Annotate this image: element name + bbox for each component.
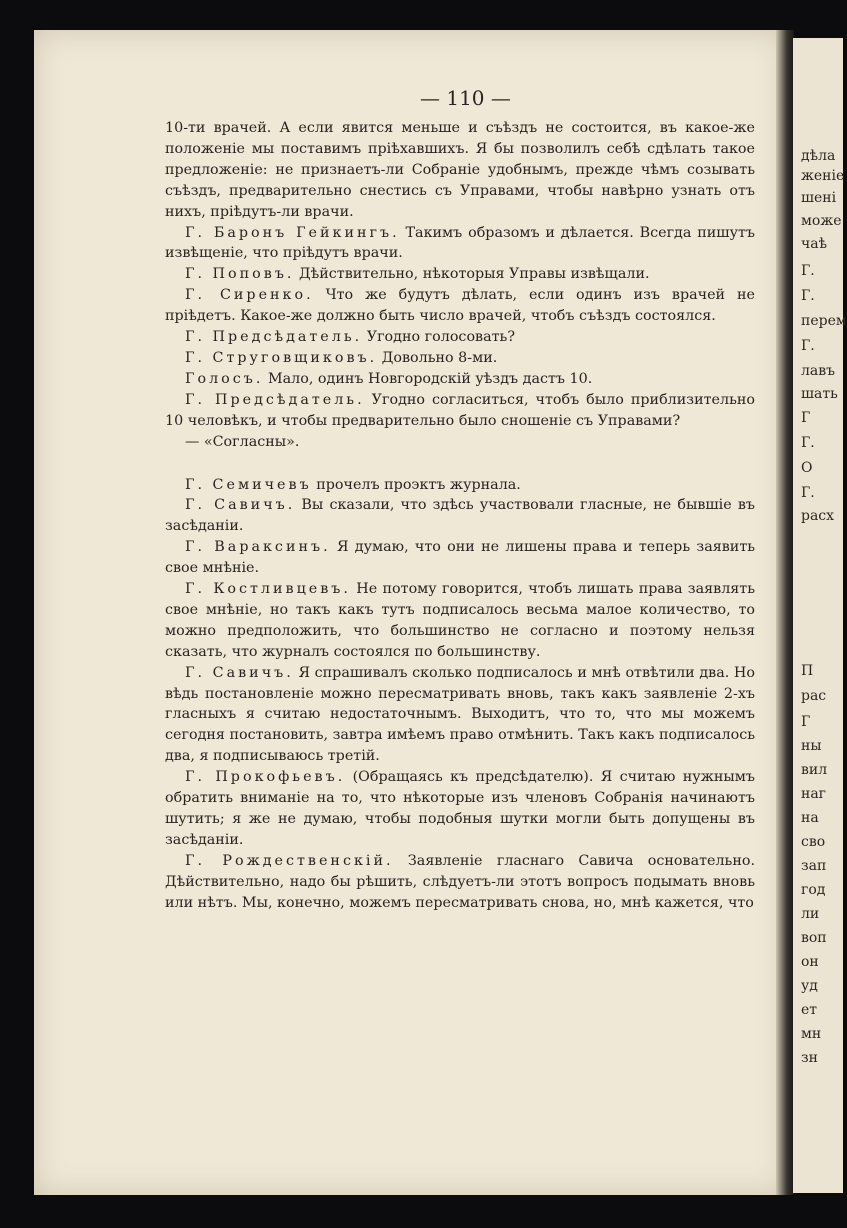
facing-text: перем (801, 313, 847, 329)
facing-text: на (801, 810, 819, 826)
paragraph (165, 579, 755, 663)
speaker-name: Г. Поповъ. (185, 266, 295, 283)
facing-text: год (801, 882, 826, 898)
facing-text: П (801, 663, 814, 679)
paragraph (165, 285, 755, 327)
paragraph-text: Мало, одинъ Новгородскій уѣздъ дастъ 10. (267, 370, 593, 387)
paragraph-text: Дѣйствительно, нѣкоторыя Управы извѣщали. (299, 266, 650, 283)
facing-text: Г. (801, 435, 815, 451)
facing-text: рас (801, 688, 827, 704)
paragraph-text: Угодно голосовать? (366, 329, 515, 346)
speaker-name: Г. Костливцевъ. (185, 581, 351, 598)
facing-text: сво (801, 834, 826, 850)
paragraph (165, 663, 755, 768)
facing-text: уд (801, 978, 818, 994)
page-number: — 110 — (420, 86, 511, 110)
paragraph (165, 264, 755, 285)
speaker-name: Г. Семичевъ (185, 476, 312, 493)
facing-text: зап (801, 858, 827, 874)
speaker-name: Г. Струговщиковъ. (185, 349, 378, 366)
paragraph (165, 223, 755, 265)
page-body (165, 118, 755, 914)
speaker-name: Г. Предсѣдатель. (185, 329, 363, 346)
facing-text: шені (801, 190, 837, 206)
paragraph (165, 432, 755, 453)
facing-text: мн (801, 1026, 822, 1042)
paragraph-text: Угодно согласиться, чтобъ было приблизительно 10 человѣкъ, и чтобы предварительно было сношеніе съ Управами? (165, 391, 755, 429)
paragraph (165, 495, 755, 537)
facing-text: О (801, 460, 813, 476)
paragraph (165, 118, 755, 223)
speaker-name: Г. Прокофьевъ. (185, 769, 346, 786)
paragraph (165, 851, 755, 914)
facing-text: вил (801, 762, 828, 778)
paragraph (165, 348, 755, 369)
facing-text: ли (801, 906, 820, 922)
facing-text: шать (801, 386, 838, 402)
facing-text: чаѣ (801, 236, 828, 252)
paragraph (165, 767, 755, 851)
speaker-name: Г. Вараксинъ. (185, 539, 331, 556)
facing-text: зн (801, 1050, 818, 1066)
paragraph-text: Не потому говорится, чтобъ лишать права заявлять свое мнѣніе, но такъ какъ тутъ подписалось весьма малое количество, то можно предположить, что большинство не согласно и поэтому нельзя сказать, что журналъ состоялся по большинству. (165, 581, 755, 660)
paragraph (165, 390, 755, 432)
facing-text: Г. (801, 288, 815, 304)
speaker-name: Г. Баронъ Гейкингъ. (185, 224, 400, 241)
paragraph (165, 537, 755, 579)
facing-text: он (801, 954, 819, 970)
facing-text: расх (801, 508, 835, 524)
paragraph-text: Вы сказали, что здѣсь участвовали гласные, не бывшіе въ засѣданіи. (165, 497, 755, 535)
paragraph-text: Довольно 8-ми. (381, 349, 498, 366)
facing-text: може (801, 213, 842, 229)
paragraph-text: прочелъ проэктъ журнала. (316, 476, 521, 493)
facing-text: воп (801, 930, 827, 946)
facing-text: Г. (801, 338, 815, 354)
facing-text: наг (801, 786, 827, 802)
paragraph (165, 475, 755, 496)
facing-text: дѣла (801, 148, 836, 164)
paragraph (165, 327, 755, 348)
speaker-name: Г. Савичъ. (185, 497, 296, 514)
facing-text: Г (801, 714, 811, 730)
paragraph-text: Такимъ образомъ и дѣлается. Всегда пишутъ извѣщеніе, что пріѣдутъ врачи. (165, 224, 755, 262)
speaker-name: Г. Рождественскій. (185, 852, 394, 869)
paragraph (165, 369, 755, 390)
facing-text: Г (801, 410, 811, 426)
facing-text: Г. (801, 263, 815, 279)
facing-text: лавъ (801, 363, 836, 379)
paragraph-text: — «Согласны». (185, 433, 300, 450)
paragraph-text: Заявленіе гласнаго Савича основательно. Дѣйствительно, надо бы рѣшить, слѣдуетъ-ли этотъ вопросъ подымать вновь или нѣтъ. Мы, конечно, можемъ пересматривать снова, но, мнѣ кажется, что (165, 852, 756, 911)
facing-text: ны (801, 738, 822, 754)
speaker-name: Г. Предсѣдатель. (185, 391, 365, 408)
speaker-name: Г. Сиренко. (185, 287, 314, 304)
facing-text: ет (801, 1002, 818, 1018)
speaker-name: Голосъ. (185, 370, 264, 387)
speaker-name: Г. Савичъ. (185, 664, 294, 681)
facing-text: женіе (801, 168, 845, 184)
facing-page-fragment (793, 38, 847, 1193)
paragraph-text: 10-ти врачей. А если явится меньше и съѣздъ не состоится, въ какое-же положеніе мы поставимъ пріѣхавшихъ. Я бы позволилъ себѣ сдѣлать такое предложеніе: не признаетъ-ли Собраніе удобнымъ, прежде чѣмъ созывать съѣздъ, предварительно снестись съ Управами, чтобы навѣрно узнать отъ нихъ, пріѣдутъ-ли врачи. (165, 120, 755, 220)
paragraph-text: Я думаю, что они не лишены права и теперь заявить свое мнѣніе. (165, 539, 756, 577)
book-gutter (776, 30, 794, 1195)
paragraph-text: (Обращаясь къ предсѣдателю). Я считаю нужнымъ обратить вниманіе на то, что нѣкоторые изъ членовъ Собранія начинаютъ шутить; я же не думаю, чтобы подобныя шутки могли быть допущены въ засѣданіи. (165, 769, 755, 848)
facing-text: Г. (801, 485, 815, 501)
paragraph-text: Я спрашивалъ сколько подписалось и мнѣ отвѣтили два. Но вѣдь постановленіе можно пересматривать вновь, такъ какъ заявленіе 2-хъ гласныхъ я считаю недостаточнымъ. Выходитъ, что то, что мы можемъ сегодня постановить, завтра имѣемъ право отмѣнить. Такъ какъ подписалось два, я подписываюсь третій. (165, 664, 755, 765)
paragraph-text: Что же будутъ дѣлать, если одинъ изъ врачей не пріѣдетъ. Какое-же должно быть число врачей, чтобъ съѣздъ состоялся. (165, 287, 755, 325)
